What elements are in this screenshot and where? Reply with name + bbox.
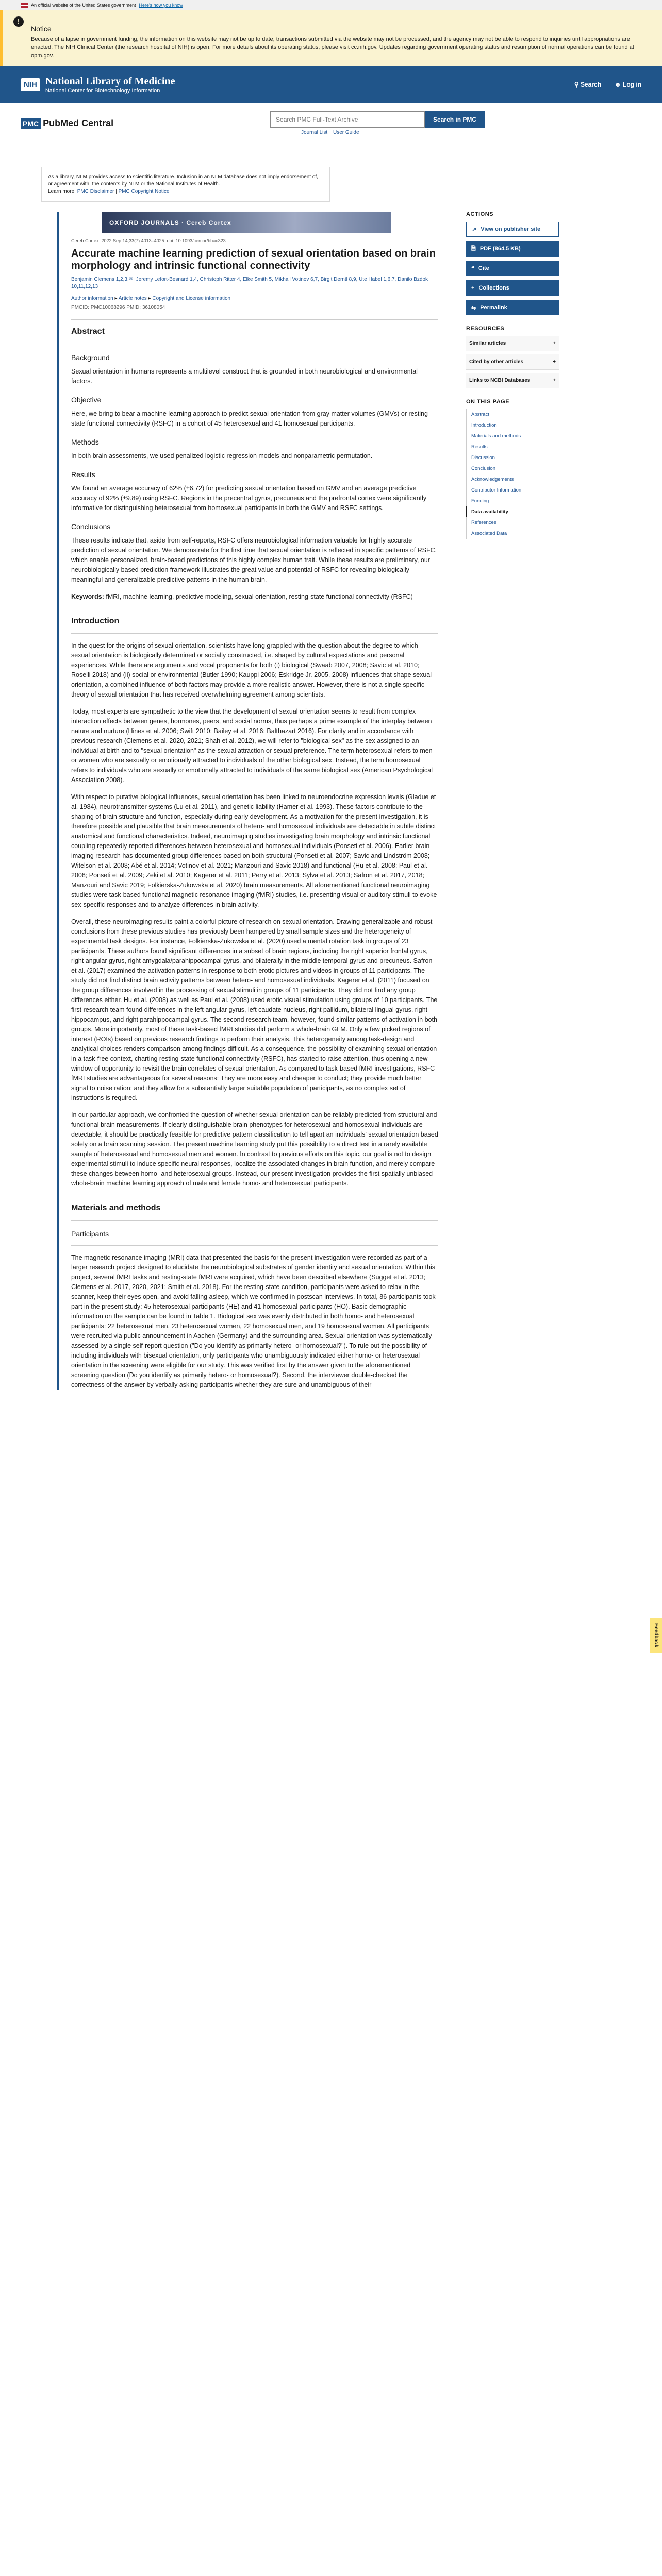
participants-heading: Participants (71, 1230, 109, 1238)
toc-item[interactable]: Introduction (466, 420, 559, 431)
nlm-title[interactable]: National Library of Medicine (45, 75, 175, 87)
journal-banner[interactable]: OXFORD JOURNALS · Cereb Cortex (102, 212, 391, 233)
plus-icon: + (471, 285, 475, 291)
pmc-header (0, 103, 662, 144)
results-heading: Results (71, 470, 95, 479)
toc-item[interactable]: Discussion (466, 452, 559, 463)
toc-item[interactable]: Associated Data (466, 528, 559, 539)
intro-paragraph: In the quest for the origins of sexual orientation, scientists have long grappled with the question about the degree to which sexual orientation is biologically determined or socially constructed, i.e. shaped by cultural expectations and personal experiences. While there are arguments and vocal proponents for both (i) biological (Swaab 2007, 2008; Savic et al. 2010; Roselli 2018) and (ii) social or environmental (Butler 1990; Kauppi 2006; Eskridge Jr. 2005, 2008) influences that shape sexual orientation, a combined influence of both factors may provide a more realistic answer. However, there is not a single specific theory of sexual orientation that has received overwhelming agreement among scientists. (71, 642, 432, 698)
pdf-icon: 🗎 (471, 245, 476, 252)
participants-paragraph: The magnetic resonance imaging (MRI) data that presented the basis for the present investigation were recorded as part of a larger research project designed to elucidate the neurobiological substrates of gender identity and sexual orientation. Within this project, several fMRI tasks and resting-state fMRI were acquired, which have been described elsewhere (Sugget et al. 2013; Clemens et al. 2017, 2020, 2021; Smith et al. 2018). For the resting-state condition, participants were asked to relax in the scanner, keep their eyes open, and avoid falling asleep, which we confirmed in postscan interviews. In total, 86 participants took part in the present study: 45 heterosexual participants (HE) and 41 homosexual participants (HO). Basic demographic information on the sample can be found in Table 1. Biological sex was evenly distributed in both homo- and heterosexual participants: 22 heterosexual men, 23 heterosexual women, 22 homosexual men, and 19 homosexual women. All participants were recruited via public announcement in Aachen (Germany) and the surrounding area. Sexual orientation was systematically assessed by a single self-report question ("Do you identify as primarily hetero- or homosexual?"). To rule out the possibility of including individuals with bisexual orientation, only participants who unambiguously indicated either homo- or heterosexual orientation in the screening were eligible for our study. This was verified first by the answer given to the aforementioned screening question (Do you identify as primarily hetero- or homosexual?). Second, the interviewer double-checked the correctness of the answer by verbally asking participants whether they are sure and unambiguous of their (71, 1254, 436, 1388)
article-ids: PMCID: PMC10068296 PMID: 36108054 (71, 304, 166, 310)
cited-by-toggle[interactable]: Cited by other articles + (466, 354, 559, 370)
methods-text: In both brain assessments, we used penalized logistic regression models and nonparametric permutation. (71, 452, 373, 460)
methods-heading: Methods (71, 438, 99, 446)
toc-item[interactable]: Contributor Information (466, 485, 559, 496)
permalink-button[interactable]: ⇆ Permalink (466, 300, 559, 315)
intro-paragraph: Overall, these neuroimaging results paint a colorful picture of research on sexual orientation. Drawing generalizable and robust conclusions from these previous studies has previously been hampered by small sample sizes and the heterogeneity of experimental task designs. For instance, Folkierska-Żukowska et al. (2020) used a mental rotation task in groups of 23 participants. These authors found significant differences in a subset of brain regions, including the right superior frontal gyrus, right angular gyrus, right amygdala/parahippocampal gyrus, and bilaterally in the middle temporal gyrus and precuneus. Safron et al. (2017) examined the activation patterns in response to both erotic pictures and videos in groups of 11 participants. The study did not find distinct brain activity patterns between hetero- and homosexual individuals. Kagerer et al. (2011) focused on the group differences involved in the processing of sexual stimuli in groups of 11 participants. They did not find any group differences either. Hu et al. (2008) as well as Paul et al. (2008) used erotic visual stimulation using groups of 10 participants. The first research team found differences in the left angular gyrus, left caudate nucleus, right pallidum, bilateral lingual gyrus, right hippocampus, and right parahippocampal gyrus. The second research team, however, found similar patterns of activation in both groups. More importantly, most of these task-based fMRI studies did perform a whole-brain GLM. Only a few picked regions of interest (ROIs) based on previous research findings to perform their analysis. This heterogeneity among task-design and analytical choices renders comparison among findings difficult. As a consequence, the possibility of examining sexual orientation in a task-free context, charting resting-state functional connectivity (RSFC), has started to raise attention, thus opening a new window of opportunity to revisit the brain correlates of sexual orientation. As compared to task-based fMRI investigations, RSFC fMRI studies are advantageous for several reasons: They are more easy and cheaper to conduct; they provide much better signal to noise ration; and they allow for a substantially larger suitable population of participants, as no complex set of instructions is required. (71, 918, 438, 1101)
notice-title: Notice (31, 25, 52, 33)
plus-icon: + (553, 341, 556, 346)
objective-heading: Objective (71, 396, 102, 404)
external-link-icon: ↗ (472, 226, 477, 233)
conclusions-text: These results indicate that, aside from self-reports, RSFC offers neurobiological information valuable for highly accurate prediction of sexual orientation. We demonstrate for the first time that sexual orientation is reflected in specific patterns of RSFC, which enable personalized, brain-based predictions of this highly complex human trait. While these results are preliminary, our neurobiologically based prediction framework illustrates the great value and potential of RSFC for revealing biologically meaningful and generalizable predictive patterns in the human brain. (71, 537, 437, 583)
pdf-button[interactable]: 🗎 PDF (864.5 KB) (466, 241, 559, 257)
similar-articles-toggle[interactable]: Similar articles + (466, 336, 559, 351)
toc-item[interactable]: Funding (466, 496, 559, 506)
keywords: Keywords: fMRI, machine learning, predictive modeling, sexual orientation, resting-state functional connectivity (RSFC) (71, 593, 413, 600)
feedback-button[interactable]: Feedback (650, 1618, 662, 1653)
methods-section-heading: Materials and methods (71, 1204, 161, 1212)
toc-item[interactable]: Materials and methods (466, 431, 559, 442)
gov-banner (0, 0, 662, 10)
author-information-link[interactable]: Author information (71, 296, 113, 301)
toc-item[interactable]: Conclusion (466, 463, 559, 474)
ncbi-links-toggle[interactable]: Links to NCBI Databases + (466, 373, 559, 388)
abstract-heading: Abstract (71, 327, 105, 336)
pmc-disclaimer-link[interactable]: PMC Disclaimer (77, 189, 114, 194)
toc-item[interactable]: References (466, 517, 559, 528)
conclusions-heading: Conclusions (71, 522, 111, 531)
login-button[interactable]: ☻ Log in (615, 81, 641, 88)
notice-alert (0, 10, 662, 66)
user-guide-link[interactable]: User Guide (333, 130, 359, 135)
intro-paragraph: Today, most experts are sympathetic to the view that the development of sexual orientation seems to result from complex interaction effects between genes, hormones, peers, and social norms, thus perhaps a prime example of the interplay between nature and nurture (Hines et al. 2006; Swift 2010; Bailey et al. 2016; Balthazart 2016). For clarity and in accordance with previous research (Clemens et al. 2020, 2021; Shah et al. 2012), we will refer to "biological sex" as the sex assigned to an individual at birth and to "sexual orientation" as the sexual attraction or sexual preference. The term heterosexual refers to men or women who are sexually or emotionally attracted to individuals of the other biological sex. Instead, the term homosexual refers to individuals who are sexually or emotionally attracted to individuals of the same biological sex (American Psychological Association 2008). (71, 708, 433, 784)
intro-paragraph: With respect to putative biological influences, sexual orientation has been linked to neuroendocrine expression levels (Gladue et al. 1984), neurotransmitter systems (Lu et al. 2011), and genetic liability (Hamer et al. 1993). These factors contribute to the shaping of brain structure and function, especially during early development. As a motivation for the present investigation, it is therefore possible and plausible that brain measurements of hetero- and homosexual individuals are detectable in subtle distinct anatomical and functional characteristics. Indeed, neuroimaging studies investigating brain morphology and intrinsic functional coupling repeatedly reported differences between heterosexual and homosexual individuals (Ponseti et al. 2006). Earlier brain-imaging research has documented group differences based on both structural (Ponseti et al. 2007; Savic and Lindström 2008; Witelson et al. 2008; Abé et al. 2014; Votinov et al. 2021; Manzouri and Savic 2018) and functional (Hu et al. 2008; Paul et al. 2008; Ponseti et al. 2009; Zeki et al. 2010; Kagerer et al. 2011; Perry et al. 2013; Sylva et al. 2013; Safron et al. 2017, 2018; Manzouri and Savic 2019; Folkierska-Żukowska et al. 2020) brain measurements. All aforementioned functional neuroimaging studies were task-based functional magnetic resonance imaging (fMRI) studies, i.e. presenting visual or auditory stimuli to evoke sex-specific responses and to analyze differences in brain activity. (71, 793, 437, 908)
notice-text: Because of a lapse in government funding, the information on this website may not be up to date, transactions submitted via the website may not be processed, and the agency may not be able to respond to inquiries until appropriations are enacted. The NIH Clinical Center (the research hospital of NIH) is open. For more details about its operating status, please visit cc.nih.gov. Updates regarding government operating status and resumption of normal operations can be found at opm.gov. (31, 36, 634, 59)
results-text: We found an average accuracy of 62% (±6.72) for predicting sexual orientation based on GMV and an average predictive accuracy of 92% (±9.89) using RSFC. Regions in the precentral gyrus, precuneus and the prefrontal cortex were significantly informative for distinguishing heterosexual from homosexual participants in both the GMV and RSFC settings. (71, 485, 427, 512)
resources-heading: RESOURCES (466, 326, 505, 332)
article-title: Accurate machine learning prediction of sexual orientation based on brain morphology and intrinsic functional connectivity (71, 248, 436, 272)
share-icon: ⇆ (471, 304, 476, 311)
nih-header (0, 66, 662, 103)
main-content (21, 144, 443, 1397)
toc-item-active[interactable]: Data availability (466, 506, 559, 517)
citation: Cereb Cortex. 2022 Sep 14;33(7):4013–4025. doi: 10.1093/cercor/bhac323 (71, 238, 226, 243)
introduction-heading: Introduction (71, 617, 120, 625)
pmc-search-input[interactable] (270, 111, 425, 128)
gov-banner-text: An official website of the United States government (31, 3, 136, 8)
actions-heading: ACTIONS (466, 211, 493, 217)
gov-banner-link[interactable]: Here's how you know (139, 3, 183, 8)
alert-icon: ! (13, 16, 24, 27)
quote-icon: ❝ (471, 265, 474, 272)
copyright-link[interactable]: Copyright and License information (152, 296, 231, 301)
pmc-logo[interactable]: PMC PubMed Central (21, 118, 113, 129)
article-notes-link[interactable]: Article notes (118, 296, 147, 301)
objective-text: Here, we bring to bear a machine learning approach to predict sexual orientation from gray matter volumes (GMVs) or resting-state functional connectivity (RSFC) in a cohort of 45 heterosexual and 41 homosexual participants. (71, 410, 431, 427)
toc-item[interactable]: Results (466, 442, 559, 452)
collections-button[interactable]: + Collections (466, 280, 559, 296)
plus-icon: + (553, 359, 556, 365)
background-text: Sexual orientation in humans represents a multilevel construct that is grounded in both neurobiological and environmental factors. (71, 368, 418, 385)
nih-logo[interactable]: NIH (21, 78, 40, 91)
header-search-button[interactable]: ⚲ Search (574, 81, 602, 88)
cite-button[interactable]: ❝ Cite (466, 261, 559, 276)
article: OXFORD JOURNALS · Cereb Cortex Cereb Cortex. 2022 Sep 14;33(7):4013–4025. doi: 10.1093/cercor/bhac323 Accurate machine learning prediction of sexual orientation based on brain morphology and intrinsic functional connectivity Benjamin Clemens 1,2,3,✉, Jeremy Lefort-Besnard 1,4, Christoph Ritter 4, Elke Smith 5, Mikhail Votinov 6,7, Birgit Derntl 8,9, Ute Habel 1,6,7, Danilo Bzdok 10,11,12,13 Author information ▸ Article notes ▸ Copyright and License information PMCID: PMC10068296 PMID: 36108054 Abstract Background Sexual orientation in humans represents a multilevel construct that is grounded in both neurobiological and environmental factors. Objective Here, we bring to bear a machine learning approach to predict sexual orientation from gray matter volumes (GMVs) or resting-state functional connectivity (RSFC) in a cohort of 45 heterosexual and 41 homosexual participants. Methods In both brain assessments, we used penalized logistic regression models and nonparametric permutation. Results We found an average accuracy of 62% (±6.72) for predicting sexual orientation based on GMV and an average predictive accuracy of 92% (±9.89) using RSFC. Regions in the precentral gyrus, precuneus and the prefrontal cortex were significantly informative for distinguishing heterosexual from homosexual participants in both the GMV and RSFC settings. Conclusions These results indicate that, aside from self-reports, RSFC offers neurobiological information valuable for highly accurate prediction of sexual orientation. We demonstrate for the first time that sexual orientation is reflected in specific patterns of RSFC, which enable personalized, brain-based predictions of this highly complex human trait. While these results are preliminary, our neurobiologically based prediction framework illustrates the great value and potential of RSFC for revealing biologically meaningful and generalizable predictive patterns in the human brain. Keywords: fMRI, machine learning, predictive modeling, sexual orientation, resting-state functional connectivity (RSFC) Introduction In the quest for the origins of sexual orientation, scientists have long grappled with the question about the degree to which sexual orientation is biologically determined or socially constructed, i.e. shaped by cultural expectations and personal experiences. While there are arguments and vocal proponents for both (i) biological (Swaab 2007, 2008; Savic et al. 2010; Roselli 2018) and (ii) social or environmental (Butler 1990; Kauppi 2006; Eskridge Jr. 2005, 2008) influences that shape sexual orientation, a combined influence of both factors may provide a more realistic answer. However, there is not a single specific theory of sexual orientation that has received overwhelming agreement among scientists. Today, most experts are sympathetic to the view that the development of sexual orientation seems to result from complex interaction effects between genes, hormones, peers, and social norms, thus perhaps a prime example of the interplay between nature and nurture (Hines et al. 2006; Swift 2010; Bailey et al. 2016; Balthazart 2016). For clarity and in accordance with previous research (Clemens et al. 2020, 2021; Shah et al. 2012), we will refer to "biological sex" as the sex assigned to an individual at birth and to "sexual orientation" as the sexual attraction or sexual preference. The term heterosexual refers to men or women who are sexually or emotionally attracted to individuals of the other biological sex. Instead, the term homosexual refers to individuals who are sexually or emotionally attracted to individuals of the same biological sex (American Psychological Association 2008). With respect to putative biological influences, sexual orientation has been linked to neuroendocrine expression levels (Gladue et al. 1984), neurotransmitter systems (Lu et al. 2011), and genetic liability (Hamer et al. 1993). These factors contribute to the shaping of brain structure and function, especially during early development. As a motivation for the present investigation, it is therefore possible and plausible that brain measurements of hetero- and homosexual individuals are detectable in subtle distinct anatomical and functional characteristics. Indeed, neuroimaging studies investigating brain morphology and intrinsic functional coupling repeatedly reported differences between heterosexual and homosexual individuals (Ponseti et al. 2006). Earlier brain-imaging research has documented group differences based on both structural (Ponseti et al. 2007; Savic and Lindström 2008; Witelson et al. 2008; Abé et al. 2014; Votinov et al. 2021; Manzouri and Savic 2018) and functional (Hu et al. 2008; Paul et al. 2008; Ponseti et al. 2009; Zeki et al. 2010; Kagerer et al. 2011; Perry et al. 2013; Sylva et al. 2013; Safron et al. 2017, 2018; Manzouri and Savic 2019; Folkierska-Żukowska et al. 2020) brain measurements. All aforementioned functional neuroimaging studies were task-based functional magnetic resonance imaging (fMRI) studies, i.e. presenting visual or auditory stimuli to evoke sex-specific responses and to analyze differences in brain activity. Overall, these neuroimaging results paint a colorful picture of research on sexual orientation. Drawing generalizable and robust conclusions from these previous studies has previously been hampered by small sample sizes and the heterogeneity of experimental task designs. For instance, Folkierska-Żukowska et al. (2020) used a mental rotation task in groups of 23 participants. These authors found significant differences in a subset of brain regions, including the right superior frontal gyrus, right angular gyrus, right amygdala/parahippocampal gyrus, and bilaterally in the middle temporal gyrus and precuneus. Safron et al. (2017) examined the activation patterns in response to both erotic pictures and videos in groups of 11 participants. The study did not find distinct brain activity patterns between hetero- and homosexual individuals. Kagerer et al. (2011) focused on the group differences involved in the processing of sexual stimuli in groups of 11 participants. They did not find any group differences either. Hu et al. (2008) as well as Paul et al. (2008) used erotic visual stimulation using groups of 10 participants. The first research team found differences in the left angular gyrus, left caudate nucleus, right pallidum, bilateral lingual gyrus, right hippocampus, and right parahippocampal gyrus. The second research team, however, found similar patterns of activation in both groups. More importantly, most of these task-based fMRI studies did perform a whole-brain GLM. Only a few picked regions of interest (ROIs) based on previous research findings to perform their analysis. This heterogeneity among task-design and analytical choices renders comparison among findings difficult. As a consequence, the possibility of examining sexual orientation in a task-free context, charting resting-state functional connectivity (RSFC), has started to raise attention, thus opening a new window of opportunity to revisit the brain correlates of sexual orientation. As compared to task-based fMRI investigations, RSFC fMRI studies are advantageous for several reasons: They are more easy and cheaper to conduct; they provide much better signal to noise ration; and they allow for a substantially larger suitable population of participants, as no complex set of instructions is required. In our particular approach, we confronted the question of whether sexual orientation can be reliably predicted from structural and functional brain measurements. If clearly distinguishable brain phenotypes for heterosexual and homosexual individuals are detectable, it should be practically feasible for predictive pattern classification to tell apart an individuals' sexual orientation based solely on a brain scanning session. The present machine learning study put this possibility to a direct test in a rarely available sample of heterosexual and homosexual men and women. In contrast to previous efforts on this topic, our goal is not to design experimental stimuli to induce specific neural responses, localize the associated changes in brain function, and merely compare these changes between homo- and heterosexual groups. Instead, our present investigation provides the first spatially unbiased whole-brain machine learning approach of male and female homo- and heterosexual participants. Materials and methods Participants The magnetic resonance imaging (MRI) data that presented the basis for the present investigation were recorded as part of a larger research project designed to elucidate the neurobiological substrates of gender identity and sexual orientation. Within this project, several fMRI tasks and resting-state fMRI were acquired, which have been described elsewhere (Sugget et al. 2013; Clemens et al. 2017, 2020, 2021; Smith et al. 2018). For the resting-state condition, participants were asked to relax in the scanner, keep their eyes open, and avoid falling asleep, which we confirmed in postscan interviews. In total, 86 participants took part in the present study: 45 heterosexual participants (HE) and 41 homosexual participants (HO). Basic demographic information on the sample can be found in Table 1. Biological sex was evenly distributed in both homo- and heterosexual participants: 22 heterosexual men, 23 heterosexual women, 22 homosexual men, and 19 homosexual women. All participants were recruited via public announcement in Aachen (Germany) and the surrounding area. Sexual orientation was systematically assessed by a single self-report question ("Do you identify as primarily hetero- or homosexual?"). To rule out the possibility of including individuals with bisexual orientation, only participants who unambiguously indicated either homo- or heterosexual orientation in the screening were eligible for our study. This was verified first by the answer given to the aforementioned screening question (Do you identify as primarily hetero- or homosexual?). Second, the interviewer double-checked the correctness of the answer by verbally asking participants whether they are sure and unambiguous of their (57, 212, 438, 1390)
intro-paragraph: In our particular approach, we confronted the question of whether sexual orientation can be reliably predicted from structural and functional brain measurements. If clearly distinguishable brain phenotypes for heterosexual and homosexual individuals are detectable, it should be practically feasible for predictive pattern classification to tell apart an individuals' sexual orientation based solely on a brain scanning session. The present machine learning study put this possibility to a direct test in a rarely available sample of heterosexual and homosexual men and women. In contrast to previous efforts on this topic, our goal is not to design experimental stimuli to induce specific neural responses, localize the associated changes in brain function, and merely compare these changes between homo- and heterosexual groups. Instead, our present investigation provides the first spatially unbiased whole-brain machine learning approach of male and female homo- and heterosexual participants. (71, 1111, 438, 1187)
ncbi-subtitle: National Center for Biotechnology Information (45, 87, 160, 94)
sidebar (466, 144, 559, 1397)
view-publisher-button[interactable]: ↗ View on publisher site (466, 222, 559, 237)
us-flag-icon (21, 3, 28, 8)
nlm-disclaimer: As a library, NLM provides access to scientific literature. Inclusion in an NLM database does not imply endorsement of, or agreement with, the contents by NLM or the National Institutes of Health. Learn more: PMC Disclaimer | PMC Copyright Notice (41, 167, 330, 202)
toc-item[interactable]: Acknowledgements (466, 474, 559, 485)
pmc-copyright-link[interactable]: PMC Copyright Notice (118, 189, 170, 194)
author-list[interactable]: Benjamin Clemens 1,2,3,✉, Jeremy Lefort-Besnard 1,4, Christoph Ritter 4, Elke Smith 5, Mikhail Votinov 6,7, Birgit Derntl 8,9, Ute Habel 1,6,7, Danilo Bzdok 10,11,12,13 (71, 277, 428, 290)
background-heading: Background (71, 353, 110, 362)
toc-heading: ON THIS PAGE (466, 399, 510, 405)
toc-item[interactable]: Abstract (466, 409, 559, 420)
journal-list-link[interactable]: Journal List (301, 130, 328, 135)
pmc-search-button[interactable]: Search in PMC (425, 111, 485, 128)
table-of-contents (466, 409, 559, 539)
plus-icon: + (553, 378, 556, 383)
